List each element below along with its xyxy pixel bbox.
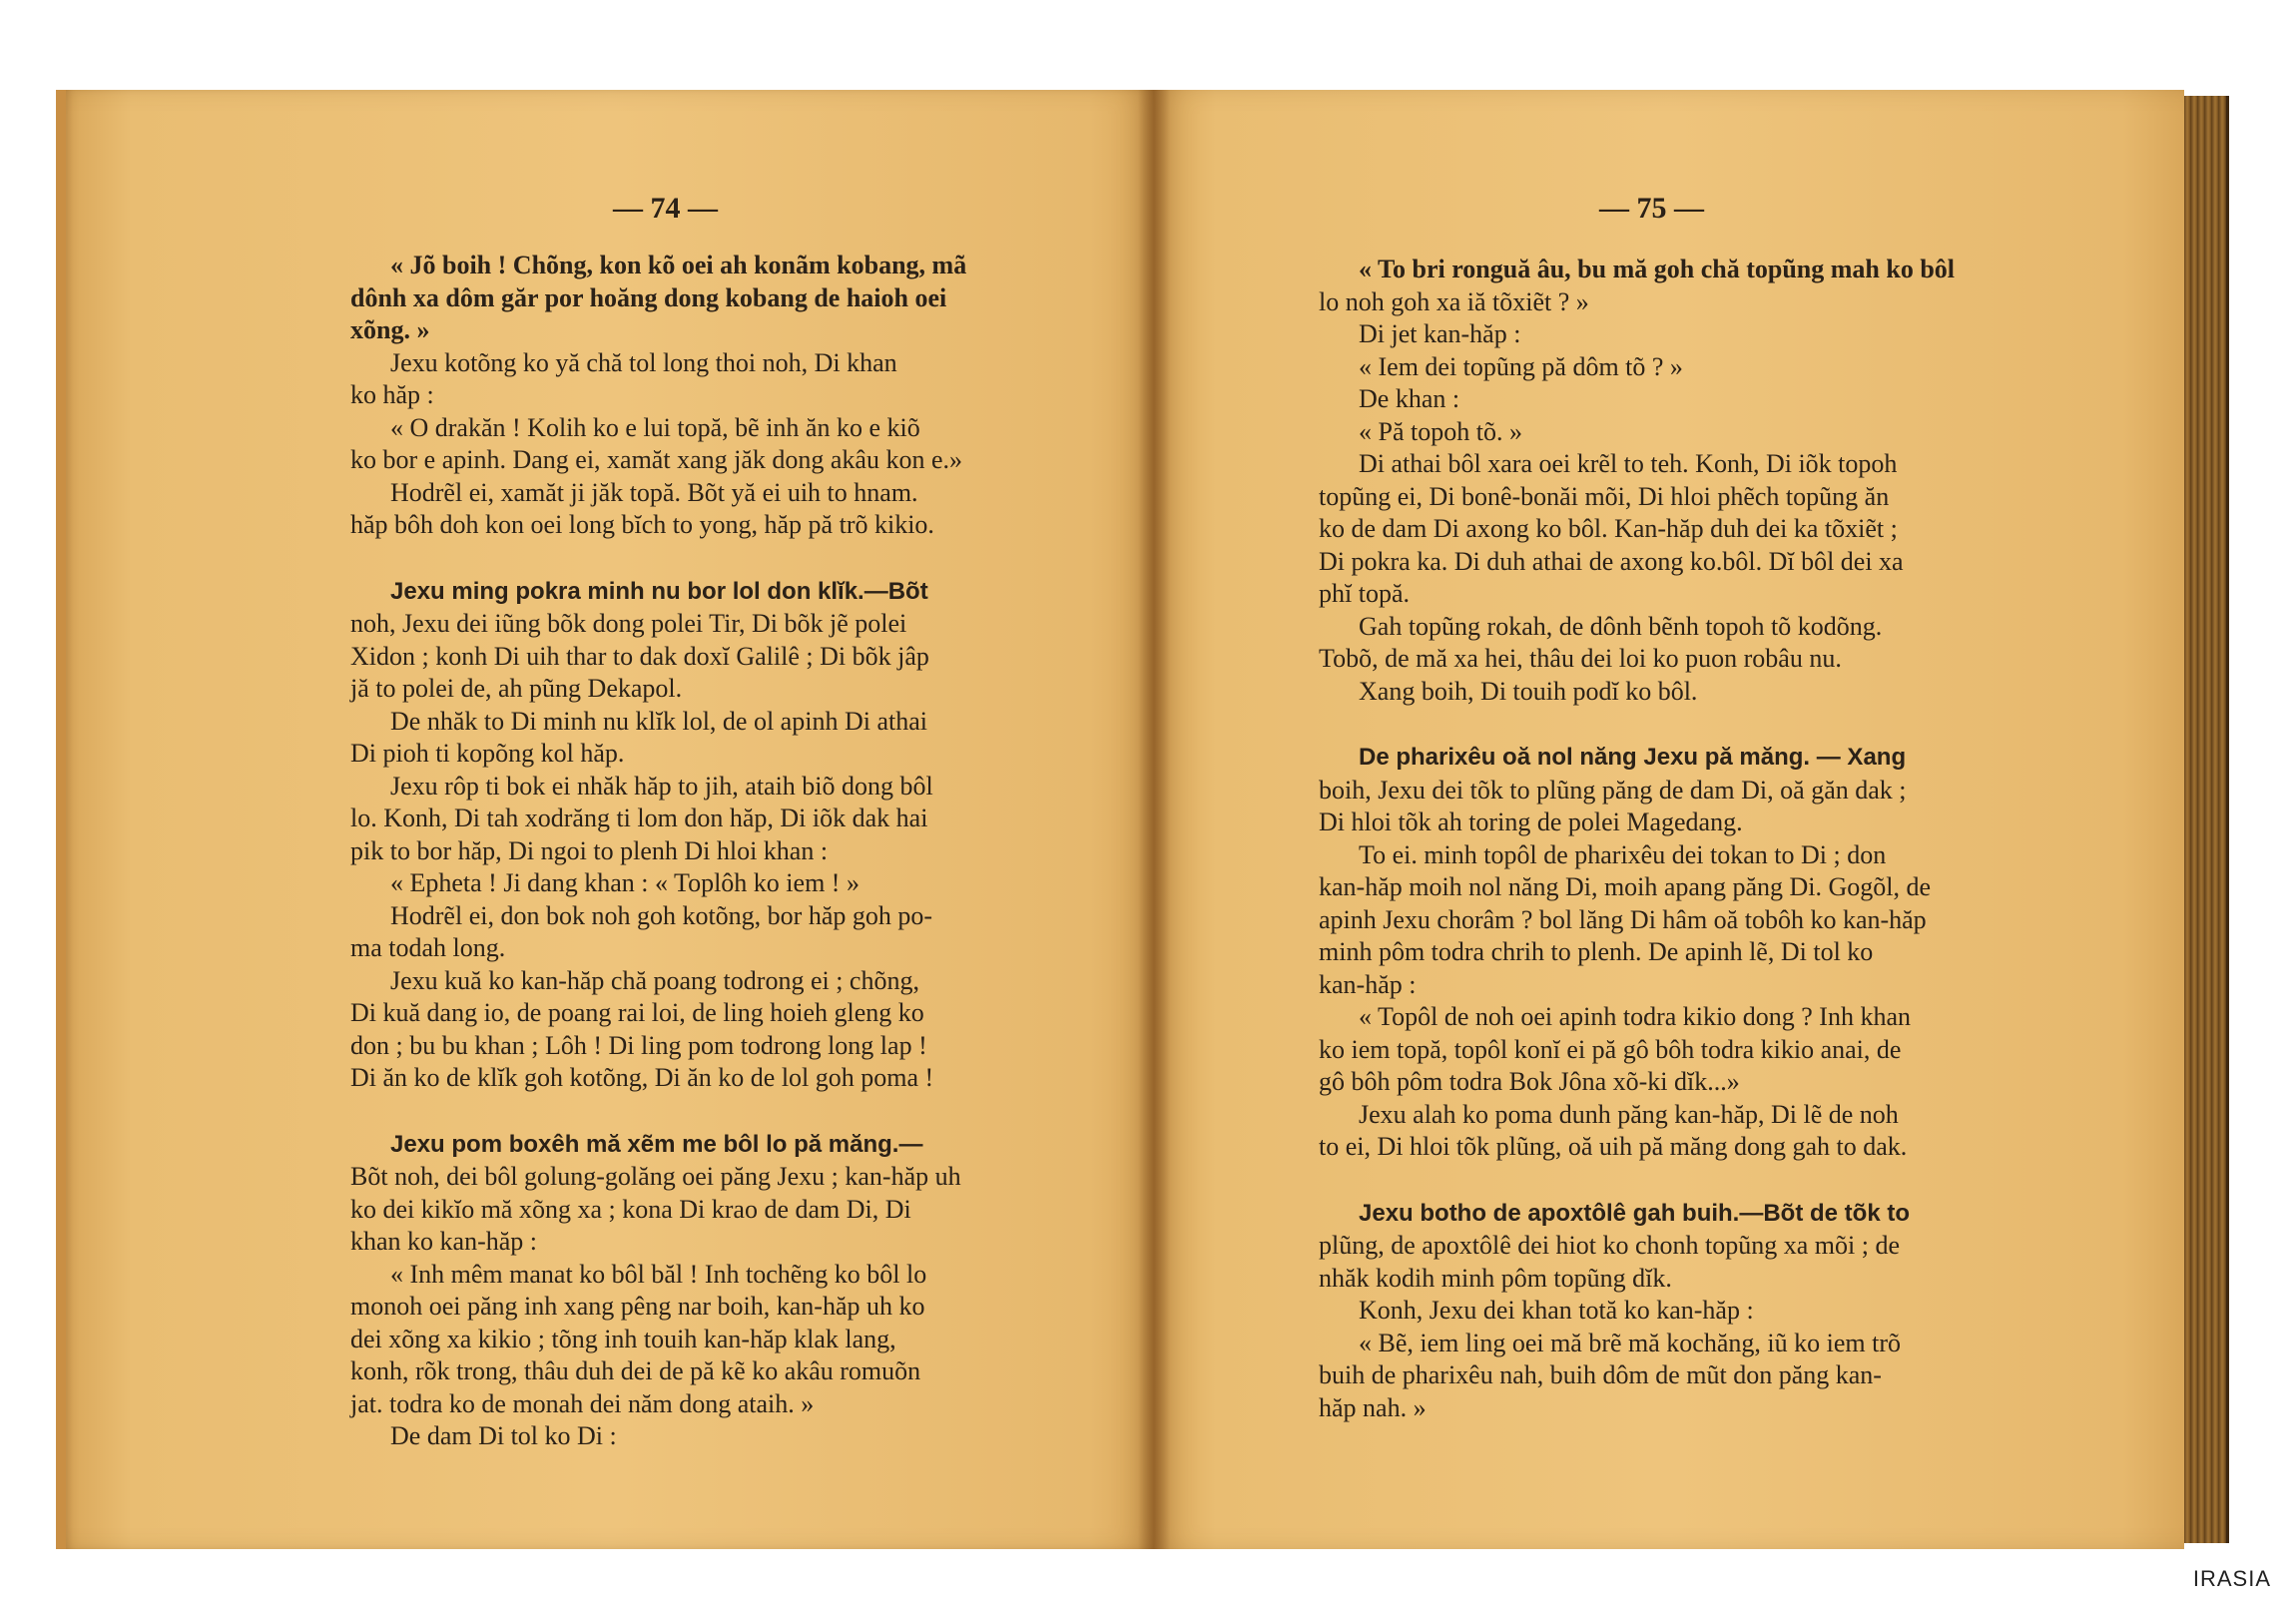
text-line: Jexu rôp ti bok ei nhăk hăp to jih, ataih biõ dong bôl	[390, 771, 933, 801]
section-heading: Jexu ming pokra minh nu bor lol don klĭk.—Bõt	[390, 577, 928, 605]
text-line: De dam Di tol ko Di :	[390, 1421, 617, 1450]
text-line: Xidon ; konh Di uih thar to dak doxĭ Galilê ; Di bõk jâp	[350, 641, 929, 671]
text-line: topũng ei, Di bonê-bonăi mõi, Di hloi phẽch topũng ăn	[1319, 481, 1890, 511]
text-line: apinh Jexu chorâm ? bol lăng Di hâm oă tobôh ko kan-hăp	[1319, 904, 1927, 934]
text-line: De khan :	[1359, 384, 1460, 413]
section-heading: De pharixêu oă nol năng Jexu pă măng. — Xang	[1359, 744, 1907, 771]
text-line: pik to bor hăp, Di ngoi to plenh Di hloi khan :	[350, 835, 829, 865]
text-line: khan ko kan-hăp :	[350, 1227, 538, 1256]
right-page	[1154, 90, 2184, 1549]
text-line: De nhăk to Di minh nu klĭk lol, de ol apinh Di athai	[390, 706, 927, 736]
text-line: plũng, de apoxtôlê dei hiot ko chonh topũng xa mõi ; de	[1319, 1231, 1901, 1260]
text-line: gô bôh pôm todra Bok Jôna xõ-ki dĭk...»	[1319, 1067, 1740, 1096]
text-line: Xang boih, Di touih podĭ ko bôl.	[1359, 676, 1698, 706]
section-heading: Jexu botho de apoxtôlê gah buih.—Bõt de tõk to	[1359, 1199, 1910, 1227]
text-line: « Bẽ, iem ling oei mă brẽ mă kochăng, iũ ko iem trõ	[1359, 1328, 1901, 1357]
text-line: konh, rõk trong, thâu duh dei de pă kẽ ko akâu romuõn	[350, 1356, 921, 1385]
text-line: ko iem topă, topôl konĭ ei pă gô bôh todra kikio anai, de	[1319, 1034, 1902, 1064]
text-line: ko de dam Di axong ko bôl. Kan-hăp duh dei ka tõxiẽt ;	[1319, 514, 1898, 543]
text-line: lo noh goh xa iă tõxiẽt ? »	[1319, 286, 1589, 316]
text-line: Hodrẽl ei, don bok noh goh kotõng, bor hăp goh po-	[390, 900, 933, 930]
text-line: « To bri ronguă âu, bu mă goh chă topũng mah ko bôl	[1359, 255, 1955, 283]
text-line: lo. Konh, Di tah xodrăng ti lom don hăp, Di iõk dak hai	[350, 804, 928, 832]
left-page-text	[350, 250, 1067, 1453]
text-line: hăp nah. »	[1319, 1392, 1427, 1422]
text-line: dônh xa dôm găr por hoăng dong kobang de haioh oei	[350, 282, 947, 312]
page-number-left: — 74 —	[613, 192, 718, 225]
text-line: don ; bu bu khan ; Lôh ! Di ling pom todrong long lap !	[350, 1030, 927, 1060]
text-line: nhăk kodih minh pôm topũng dĭk.	[1319, 1263, 1672, 1293]
text-line: Jexu kuă ko kan-hăp chă poang todrong ei ; chõng,	[390, 965, 919, 995]
section-heading: Jexu pom boxêh mă xẽm me bôl lo pă măng.—	[390, 1130, 923, 1158]
text-line: Hodrẽl ei, xamăt ji jăk topă. Bõt yă ei uih to hnam.	[390, 477, 918, 507]
text-line: To ei. minh topôl de pharixêu dei tokan to Di ; don	[1359, 839, 1887, 869]
text-line: minh pôm todra chrih to plenh. De apinh lẽ, Di tol ko	[1319, 937, 1874, 966]
text-line: Gah topũng rokah, de dônh bẽnh topoh tõ kodõng.	[1359, 611, 1883, 641]
text-line: Konh, Jexu dei khan totă ko kan-hăp :	[1359, 1296, 1754, 1325]
text-line: Di kuă dang io, de poang rai loi, de ling hoieh gleng ko	[350, 998, 924, 1027]
text-line: noh, Jexu dei iũng bõk dong polei Tir, Di bõk jẽ polei	[350, 609, 907, 638]
page-number-right: — 75 —	[1599, 192, 1704, 225]
text-line: Bõt noh, dei bôl golung-golăng oei păng Jexu ; kan-hăp uh	[350, 1162, 961, 1191]
text-line: « Topôl de noh oei apinh todra kikio dong ? Inh khan	[1359, 1002, 1911, 1031]
text-line: Di jet kan-hăp :	[1359, 319, 1521, 348]
text-line: Tobõ, de mă xa hei, thâu dei loi ko puon robâu nu.	[1319, 644, 1842, 673]
text-line: xõng. »	[350, 315, 430, 344]
text-line: kan-hăp :	[1319, 969, 1417, 999]
text-line: Di athai bôl xara oei krẽl to teh. Konh, Di iõk topoh	[1359, 449, 1898, 478]
watermark: IRASIA	[2192, 1566, 2271, 1591]
text-line: « O drakăn ! Kolih ko e lui topă, bẽ inh ăn ko e kiõ	[390, 412, 920, 442]
text-line: « Inh mêm manat ko bôl băl ! Inh tochẽng ko bôl lo	[390, 1259, 927, 1289]
paragraph-gap	[350, 1095, 1067, 1129]
page-edges	[2184, 96, 2229, 1543]
paragraph-gap	[350, 542, 1067, 576]
text-line: buih de pharixêu nah, buih dôm de mũt don păng kan-	[1319, 1360, 1882, 1389]
paragraph-gap	[1319, 1164, 2019, 1198]
text-line: « Pă topoh tõ. »	[1359, 416, 1522, 446]
text-line: Jexu kotõng ko yă chă tol long thoi noh, Di khan	[390, 347, 897, 377]
left-page	[56, 90, 1154, 1549]
text-line: dei xõng xa kikio ; tõng inh touih kan-hăp klak lang,	[350, 1324, 896, 1353]
text-line: phĭ topă.	[1319, 579, 1410, 608]
text-line: boih, Jexu dei tõk to plũng păng de dam Di, oă găn dak ;	[1319, 775, 1907, 805]
text-line: hăp bôh doh kon oei long bĭch to yong, hăp pă trõ kikio.	[350, 510, 934, 539]
text-line: ko dei kikĭo mă xõng xa ; kona Di krao de dam Di, Di	[350, 1194, 911, 1224]
text-line: ko bor e apinh. Dang ei, xamăt xang jăk dong akâu kon e.»	[350, 445, 962, 474]
text-line: monoh oei păng inh xang pêng nar boih, kan-hăp uh ko	[350, 1292, 925, 1321]
right-page-text	[1319, 254, 2019, 1424]
text-line: « Epheta ! Ji dang khan : « Toplôh ko iem ! »	[390, 868, 860, 897]
text-line: « Iem dei topũng pă dôm tõ ? »	[1359, 351, 1683, 381]
text-line: jat. todra ko de monah dei năm dong ataih. »	[350, 1388, 815, 1418]
text-line: jă to polei de, ah pũng Dekapol.	[350, 674, 683, 703]
text-line: Di ăn ko de klĭk goh kotõng, Di ăn ko de lol goh poma !	[350, 1063, 934, 1092]
text-line: ko hăp :	[350, 380, 434, 409]
book-spine	[1138, 90, 1170, 1549]
paragraph-gap	[1319, 708, 2019, 742]
text-line: Jexu alah ko poma dunh păng kan-hăp, Di lẽ de noh	[1359, 1099, 1899, 1129]
text-line: to ei, Di hloi tõk plũng, oă uih pă măng dong gah to dak.	[1319, 1132, 1908, 1161]
text-line: Di pokra ka. Di duh athai de axong ko.bôl. Dĭ bôl dei xa	[1319, 546, 1904, 576]
text-line: Di hloi tõk ah toring de polei Magedang.	[1319, 807, 1743, 836]
text-line: ma todah long.	[350, 933, 506, 962]
text-line: Di pioh ti kopõng kol hăp.	[350, 739, 625, 768]
text-line: kan-hăp moih nol năng Di, moih apang păng Di. Gogõl, de	[1319, 872, 1932, 901]
text-line: « Jõ boih ! Chõng, kon kõ oei ah konãm kobang, mã	[390, 251, 967, 279]
